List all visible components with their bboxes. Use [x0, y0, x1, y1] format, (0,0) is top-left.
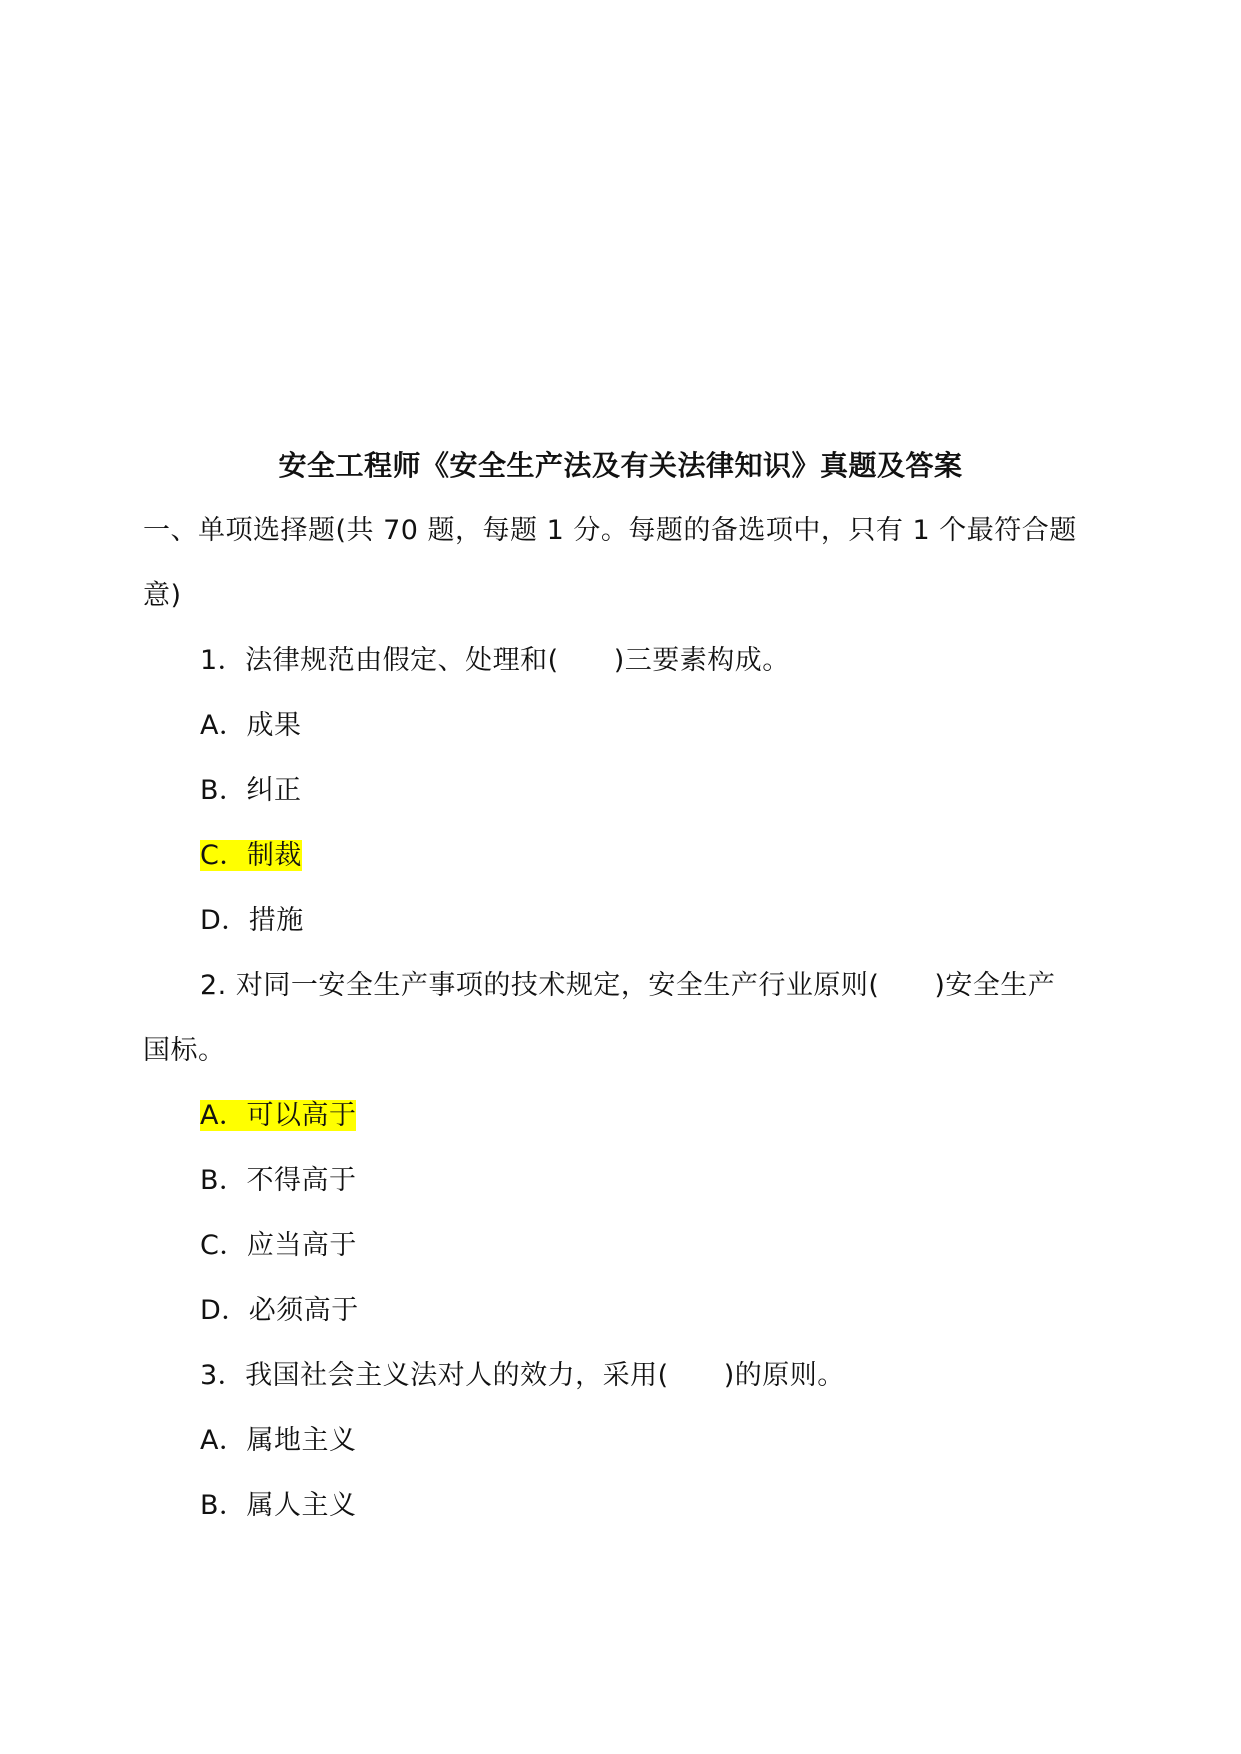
question-3-stem: 3．我国社会主义法对人的效力，采用( )的原则。: [200, 1360, 845, 1391]
question-2-stem-line1: 2. 对同一安全生产事项的技术规定，安全生产行业原则( )安全生产: [200, 970, 1056, 1001]
section-heading-line1: 一、单项选择题(共 70 题，每题 1 分。每题的备选项中，只有 1 个最符合题: [143, 515, 1077, 546]
question-1-option-d: D．措施: [200, 905, 304, 936]
question-2-option-b: B．不得高于: [200, 1165, 357, 1196]
question-1-stem: 1．法律规范由假定、处理和( )三要素构成。: [200, 645, 790, 676]
question-2-option-d: D．必须高于: [200, 1295, 359, 1326]
question-2-option-c: C．应当高于: [200, 1230, 357, 1261]
question-1-option-a: A．成果: [200, 710, 302, 741]
answer-highlight: C．制裁: [200, 840, 302, 871]
question-1-option-b: B．纠正: [200, 775, 302, 806]
question-3-option-a: A．属地主义: [200, 1425, 357, 1456]
question-3-option-b: B．属人主义: [200, 1490, 357, 1521]
question-2-stem-line2: 国标。: [143, 1035, 226, 1066]
question-1-option-c: [200, 839, 302, 873]
document-title: 安全工程师《安全生产法及有关法律知识》真题及答案: [278, 449, 963, 482]
section-heading-line2: 意): [143, 580, 182, 611]
answer-highlight: A．可以高于: [200, 1100, 357, 1131]
question-2-option-a: [200, 1099, 356, 1133]
